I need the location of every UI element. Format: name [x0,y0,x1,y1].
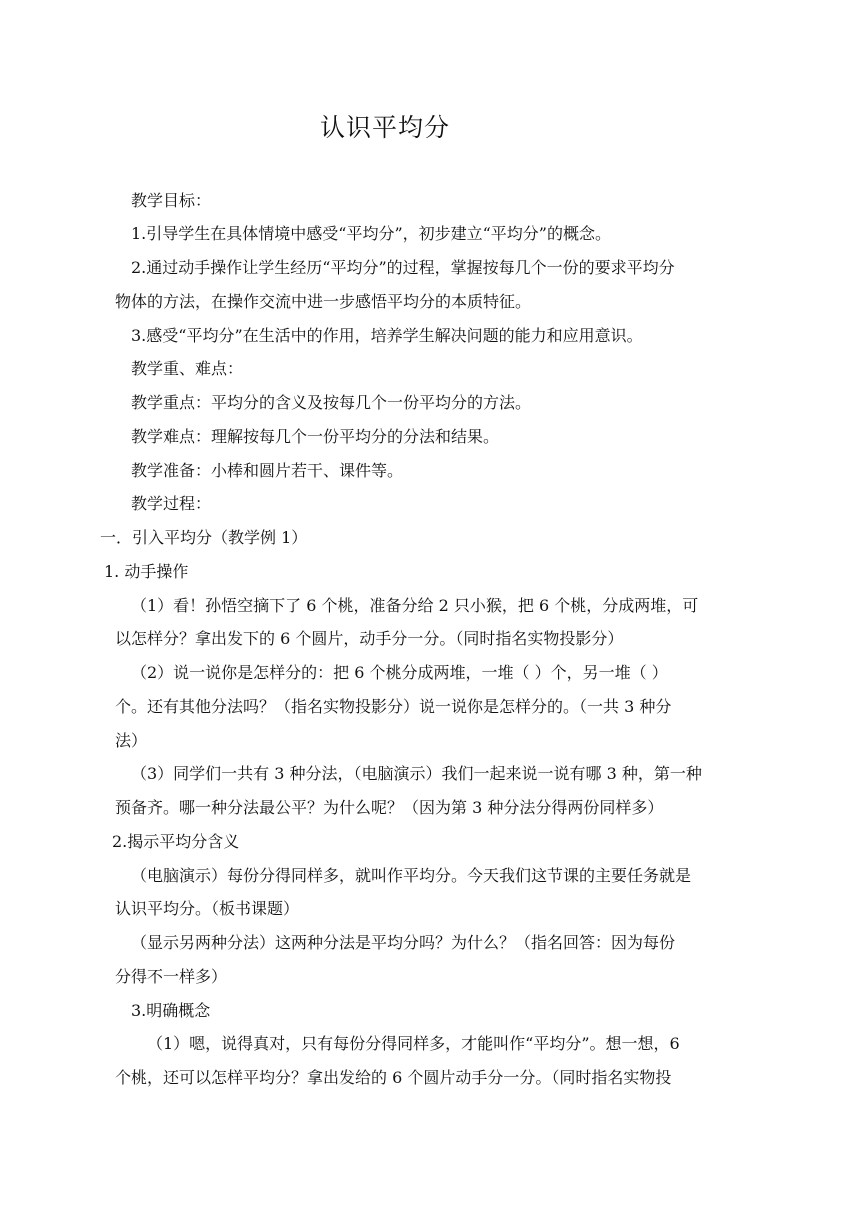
text-line: 1.引导学生在具体情境中感受“平均分”，初步建立“平均分”的概念。 [131,224,611,243]
text-line: 个桃，还可以怎样平均分？拿出发给的 6 个圆片动手分一分。（同时指名实物投 [115,1068,672,1087]
text-line: （1）嗯，说得真对，只有每份分得同样多，才能叫作“平均分”。想一想，6 [147,1034,680,1053]
text-line: 教学重、难点： [131,359,244,378]
document-title: 认识平均分 [319,113,450,142]
text-line: 认识平均分。（板书课题） [115,899,300,918]
text-line: 教学难点：理解按每几个一份平均分的分法和结果。 [131,427,500,446]
text-line: （1）看！孙悟空摘下了 6 个桃，准备分给 2 只小猴，把 6 个桃，分成两堆，可 [131,596,699,615]
text-line: 教学准备：小棒和圆片若干、课件等。 [131,461,404,480]
section-heading: 一．引入平均分（教学例 1） [100,528,308,547]
text-line: （显示另两种分法）这两种分法是平均分吗？为什么？（指名回答：因为每份 [131,933,676,952]
text-line: 教学重点：平均分的含义及按每几个一份平均分的方法。 [131,393,532,412]
text-line: 2.通过动手操作让学生经历“平均分”的过程，掌握按每几个一份的要求平均分 [131,258,675,277]
text-line: 物体的方法，在操作交流中进一步感悟平均分的本质特征。 [115,292,532,311]
subsection-heading: 2.揭示平均分含义 [112,832,240,851]
text-line: 个。还有其他分法吗？（指名实物投影分）说一说你是怎样分的。（一共 3 种分 [115,697,672,716]
text-line: 预备齐。哪一种分法最公平？为什么呢？（因为第 3 种分法分得两份同样多） [115,798,664,817]
text-line: （3）同学们一共有 3 种分法，（电脑演示）我们一起来说一说有哪 3 种，第一种 [131,764,702,783]
subsection-heading: 1. 动手操作 [104,562,189,581]
subsection-heading: 3.明确概念 [131,1001,211,1020]
text-line: 3.感受“平均分”在生活中的作用，培养学生解决问题的能力和应用意识。 [131,326,643,345]
text-line: （电脑演示）每份分得同样多，就叫作平均分。今天我们这节课的主要任务就是 [131,866,692,885]
text-line: 教学目标： [131,191,212,210]
text-line: 教学过程： [131,494,212,513]
text-line: 法） [115,731,148,750]
text-line: 以怎样分？拿出发下的 6 个圆片，动手分一分。（同时指名实物投影分） [115,629,624,648]
text-line: 分得不一样多） [115,967,228,986]
text-line: （2）说一说你是怎样分的：把 6 个桃分成两堆，一堆（ ）个，另一堆（ ） [131,663,668,682]
